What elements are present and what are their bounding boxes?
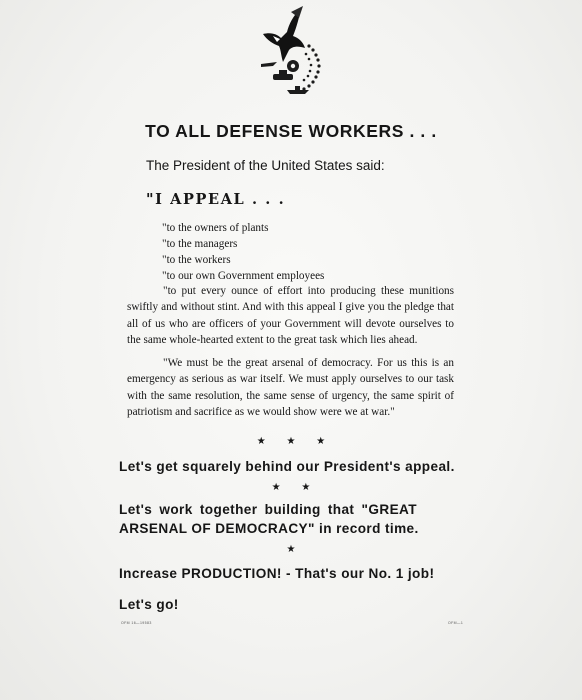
slogan-lets-go: Let's go! <box>119 597 179 612</box>
star-icon: ★ <box>271 482 281 493</box>
eagle-gear-emblem-icon <box>243 4 333 100</box>
star-divider-two <box>0 482 582 493</box>
footnote-right: OFM—1 <box>448 621 464 625</box>
appeal-item-workers: "to the workers <box>162 254 231 266</box>
star-divider-one <box>0 544 582 555</box>
appeal-heading: "I APPEAL . . . <box>146 191 286 208</box>
subtitle: The President of the United States said: <box>146 158 385 173</box>
paragraph-arsenal: "We must be the great arsenal of democracy. For us this is an emergency as serious as war itself. We must apply ourselves to our task with the same resolution, the same sense of urgency, the same spirit of patriotism and sacrifice as we would show were we at war." <box>127 357 454 418</box>
star-icon: ★ <box>286 544 296 555</box>
star-icon: ★ <box>256 436 266 447</box>
appeal-item-employees: "to our own Government employees <box>162 270 325 282</box>
slogan-arsenal-line1: Let's work together building that "GREAT <box>119 502 417 517</box>
star-icon: ★ <box>286 436 296 447</box>
slogan-arsenal <box>119 500 471 538</box>
footnote-left: OFM 16—19583 <box>121 621 152 625</box>
slogan-behind-appeal: Let's get squarely behind our President's appeal. <box>119 459 455 474</box>
appeal-item-owners: "to the owners of plants <box>162 222 269 234</box>
headline: TO ALL DEFENSE WORKERS . . . <box>145 121 437 141</box>
star-icon: ★ <box>301 482 311 493</box>
appeal-item-managers: "to the managers <box>162 238 238 250</box>
star-divider-three <box>0 436 582 447</box>
star-icon: ★ <box>316 436 326 447</box>
slogan-production: Increase PRODUCTION! - That's our No. 1 job! <box>119 566 435 581</box>
slogan-arsenal-line2: ARSENAL OF DEMOCRACY" in record time. <box>119 521 419 536</box>
paragraph-pledge: "to put every ounce of effort into producing these munitions swiftly and without stint. And with this appeal I give you the pledge that all of us who are officers of your Government will devote ourselves to the same whole-hearted extent to the great task which lies ahead. <box>127 285 454 346</box>
